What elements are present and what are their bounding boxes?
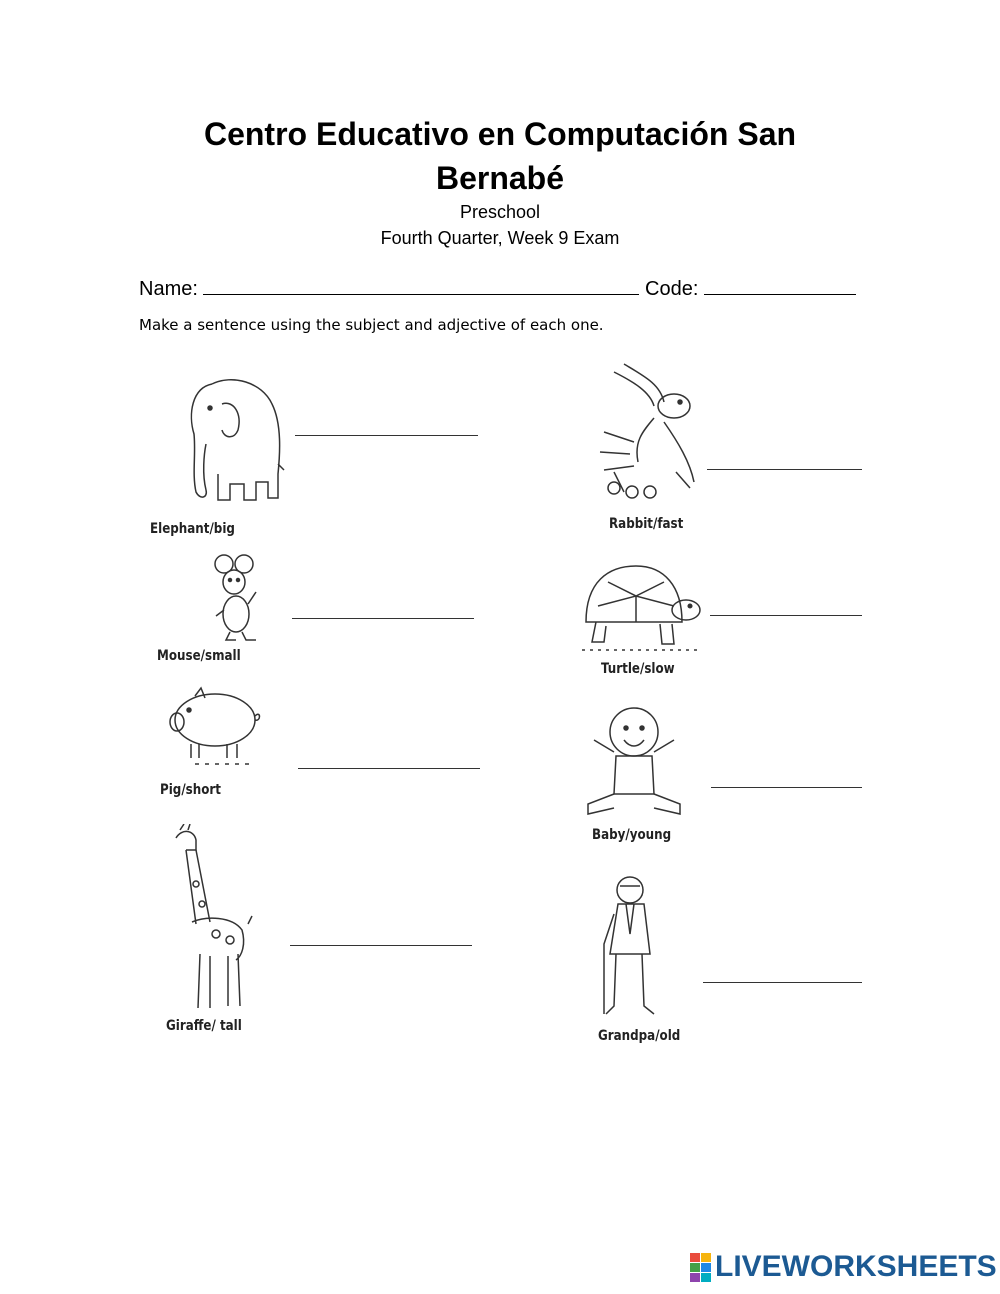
answer-line-turtle[interactable] (710, 615, 862, 616)
exam-subtitle: Fourth Quarter, Week 9 Exam (380, 228, 620, 248)
item-caption: Rabbit/fast (609, 516, 684, 532)
name-label: Name: (139, 278, 198, 300)
elephant-icon (182, 374, 286, 510)
instruction-text: Make a sentence using the subject and adjective of each one. (139, 316, 604, 334)
item-caption: Turtle/slow (601, 661, 675, 677)
level-subtitle: Preschool (459, 202, 541, 222)
item-caption: Giraffe/ tall (166, 1018, 242, 1034)
answer-line-baby[interactable] (711, 787, 862, 788)
liveworksheets-watermark (690, 1250, 997, 1284)
code-label: Code: (645, 278, 699, 300)
answer-line-mouse[interactable] (292, 618, 474, 619)
answer-line-pig[interactable] (298, 768, 480, 769)
baby-icon (584, 704, 684, 818)
mouse-icon (210, 552, 264, 642)
item-caption: Mouse/small (157, 648, 241, 664)
item-caption: Baby/young (592, 827, 672, 843)
item-caption: Grandpa/old (598, 1028, 681, 1044)
answer-line-giraffe[interactable] (290, 945, 472, 946)
answer-line-elephant[interactable] (295, 435, 478, 436)
code-field[interactable] (704, 276, 856, 295)
giraffe-icon (166, 824, 256, 1014)
item-caption: Elephant/big (150, 521, 235, 537)
liveworksheets-logo-icon (690, 1253, 711, 1282)
name-code-row (139, 276, 856, 301)
pig-icon (165, 686, 261, 770)
page-title: Centro Educativo en Computación San Bernabé (203, 116, 797, 196)
name-field[interactable] (203, 276, 639, 295)
answer-line-grandpa[interactable] (703, 982, 862, 983)
answer-line-rabbit[interactable] (707, 469, 862, 470)
grandpa-icon (596, 874, 664, 1022)
turtle-icon (578, 562, 702, 658)
watermark-text: LIVEWORKSHEETS (715, 1250, 997, 1283)
rabbit-icon (594, 362, 706, 508)
item-caption: Pig/short (160, 782, 221, 798)
